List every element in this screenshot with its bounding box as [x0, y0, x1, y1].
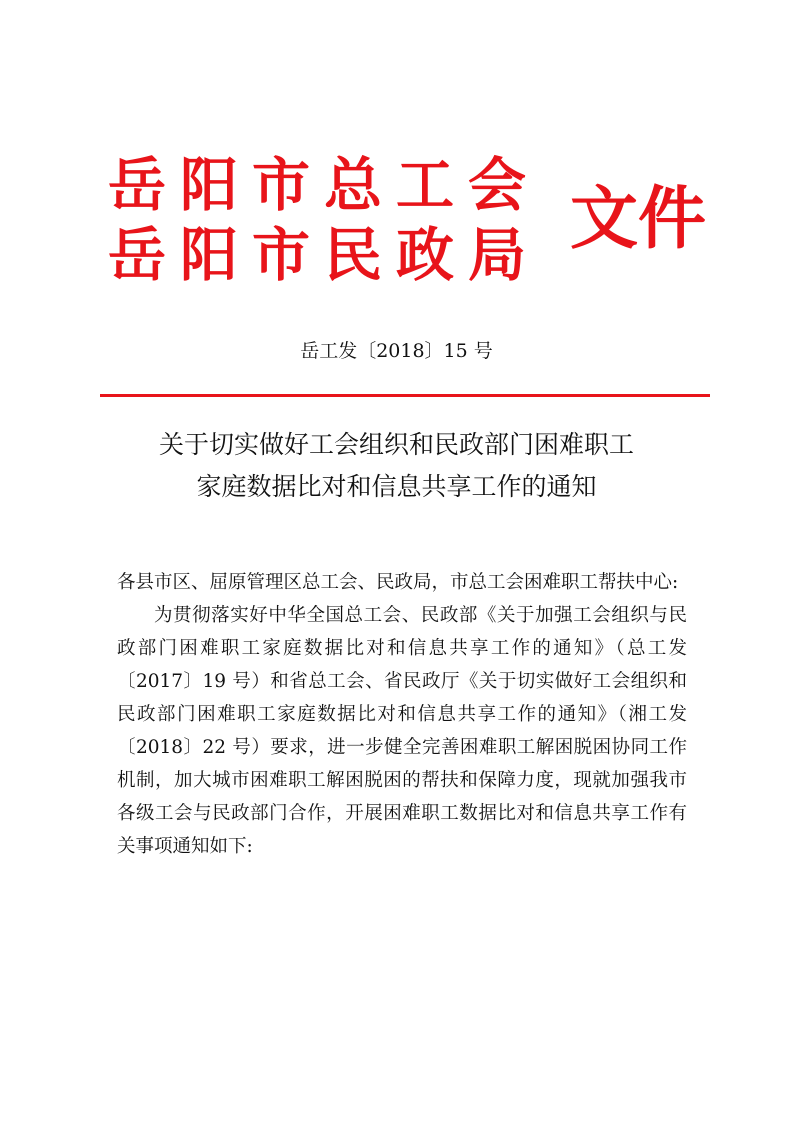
org-name-civil-affairs: 岳阳市民政局	[108, 221, 541, 289]
document-body	[117, 566, 687, 863]
title-line-2: 家庭数据比对和信息共享工作的通知	[196, 472, 597, 501]
document-number: 岳工发〔2018〕15 号	[300, 340, 493, 362]
document-word: 文件	[570, 180, 707, 259]
red-divider-line	[100, 394, 710, 397]
issuing-organizations	[108, 150, 568, 290]
org-name-trade-union: 岳阳市总工会	[108, 151, 541, 219]
salutation: 各县市区、屈原管理区总工会、民政局，市总工会困难职工帮扶中心:	[117, 572, 679, 593]
body-paragraph: 为贯彻落实好中华全国总工会、民政部《关于加强工会组织与民政部门困难职工家庭数据比对和信息共享工作的通知》（总工发〔2017〕19 号）和省总工会、省民政厅《关于切实做好工会组织和民政部门困难职工家庭数据比对和信息共享工作的通知》（湘工发〔2018〕22 号）要求，进一步健全完善困难职工解困脱困协同工作机制，加大城市困难职工解困脱困的帮扶和保障力度，现就加强我市各级工会与民政部门合作，开展困难职工数据比对和信息共享工作有关事项通知如下:	[117, 605, 687, 857]
issuing-authority-header	[108, 150, 708, 310]
title-line-1: 关于切实做好工会组织和民政部门困难职工	[158, 430, 634, 459]
document-title	[100, 424, 693, 508]
